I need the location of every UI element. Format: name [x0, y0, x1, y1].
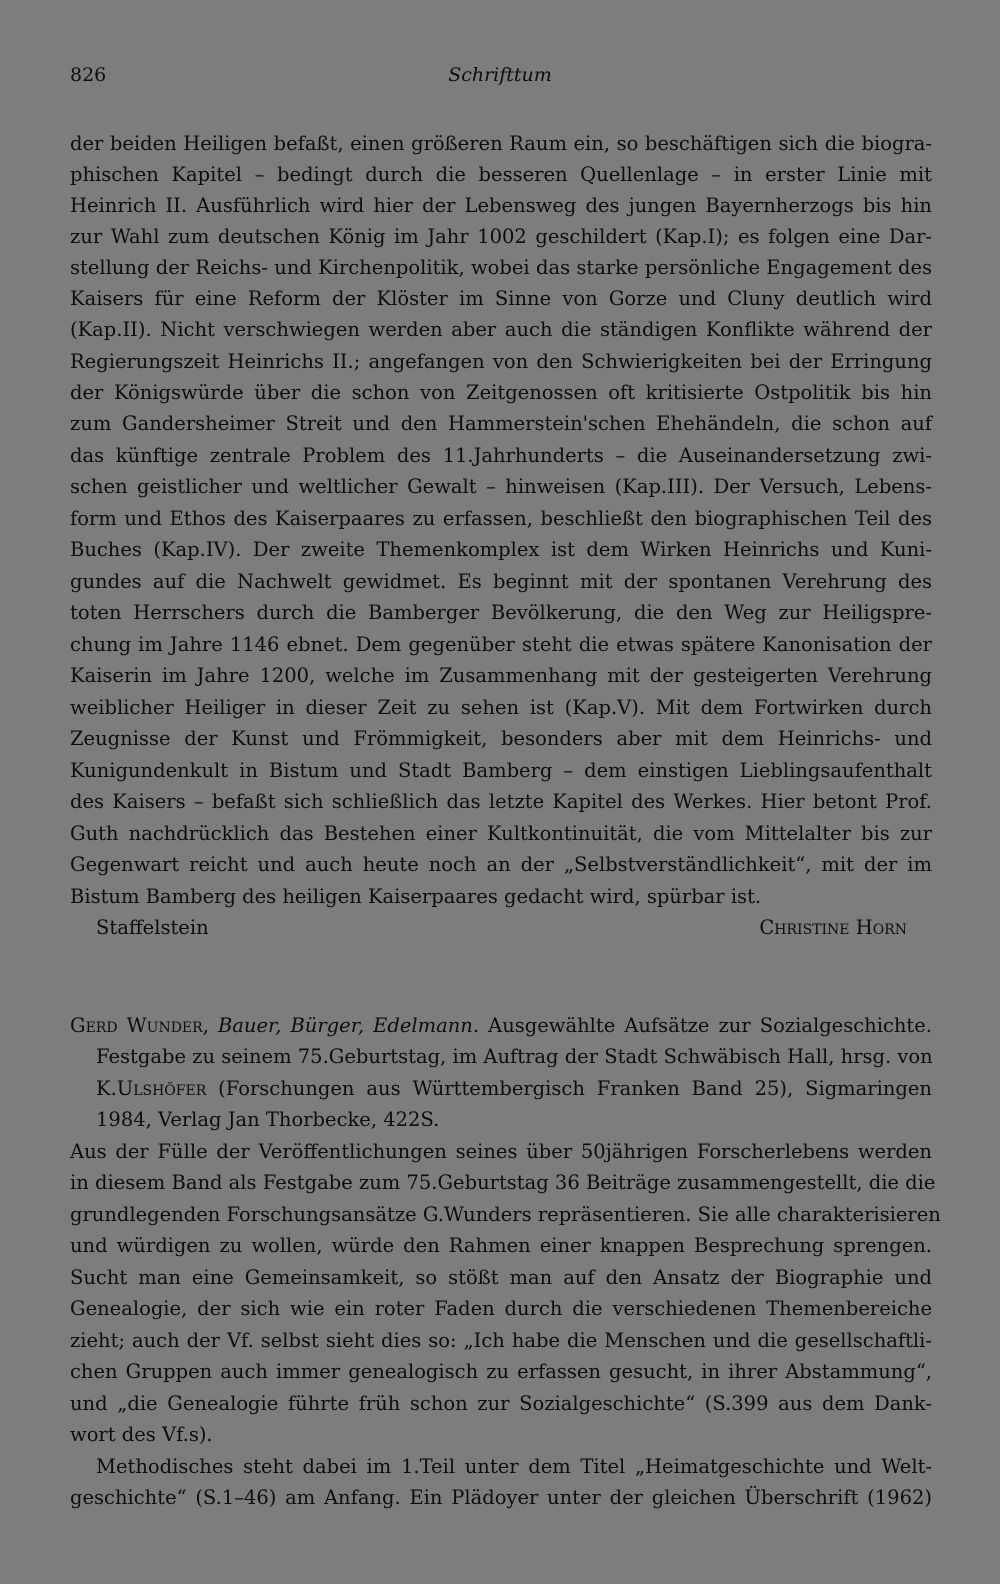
text-line: (Kap.II). Nicht verschwiegen werden aber auch die ständigen Konflikte während der [70, 318, 932, 341]
text-line: schen geistlicher und weltlicher Gewalt – hinweisen (Kap.III). Der Versuch, Lebens- [70, 475, 932, 498]
citation-line: 1984, Verlag Jan Thorbecke, 422S. [96, 1108, 440, 1131]
text-line: und „die Genealogie führte früh schon zur Sozialgeschichte“ (S.399 aus dem Dank- [70, 1392, 932, 1415]
reviewer-name: Christine Horn [759, 916, 907, 939]
text-line: Guth nachdrücklich das Bestehen einer Kultkontinuität, die vom Mittelalter bis zur [70, 822, 932, 845]
text-line: Kaisers für eine Reform der Klöster im Sinne von Gorze und Cluny deutlich wird [70, 287, 932, 310]
text-line: der Königswürde über die schon von Zeitgenossen oft kritisierte Ostpolitik bis hin [70, 381, 932, 404]
text-line: zum Gandersheimer Streit und den Hammerstein'schen Ehehändeln, die schon auf [70, 412, 932, 435]
text-line: Aus der Fülle der Veröffentlichungen seines über 50jährigen Forscherlebens werden [70, 1140, 932, 1163]
text-line: in diesem Band als Festgabe zum 75.Geburtstag 36 Beiträge zusammengestellt, die die [70, 1171, 936, 1194]
text-line: das künftige zentrale Problem des 11.Jahrhunderts – die Auseinandersetzung zwi- [70, 444, 932, 467]
text-line: zur Wahl zum deutschen König im Jahr 1002 geschildert (Kap.I); es folgen eine Dar- [70, 225, 932, 248]
page-header [70, 64, 930, 94]
text-line: Genealogie, der sich wie ein roter Faden durch die verschiedenen Themenbereiche [70, 1297, 932, 1320]
book-author: Gerd Wunder [70, 1014, 203, 1037]
text-line: chen Gruppen auch immer genealogisch zu erfassen gesucht, in ihrer Abstammung“, [70, 1360, 932, 1383]
text-line: toten Herrschers durch die Bamberger Bevölkerung, die den Weg zur Heiligspre- [70, 601, 932, 624]
text-line: des Kaisers – befaßt sich schließlich das letzte Kapitel des Werkes. Hier betont Prof. [70, 790, 932, 813]
text-line: Regierungszeit Heinrichs II.; angefangen von den Schwierigkeiten bei der Erringung [70, 350, 932, 373]
text-line: Sucht man eine Gemeinsamkeit, so stößt man auf den Ansatz der Biographie und [70, 1266, 932, 1289]
text-line: zieht; auch der Vf. selbst sieht dies so: „Ich habe die Menschen und die gesellschaftli- [70, 1329, 932, 1352]
text-line: und würdigen zu wollen, würde den Rahmen einer knappen Besprechung sprengen. [70, 1234, 932, 1257]
page-number: 826 [70, 64, 107, 86]
text-line: Kunigundenkult in Bistum und Stadt Bamberg – dem einstigen Lieblingsaufenthalt [70, 759, 932, 782]
book-subtitle: Ausgewählte Aufsätze zur Sozialgeschichte. [488, 1014, 932, 1037]
book-editor: K.Ulshöfer [96, 1077, 207, 1100]
text-line: Heinrich II. Ausführlich wird hier der Lebensweg des jungen Bayernherzogs bis hin [70, 194, 932, 217]
text-line: wort des Vf.s). [70, 1423, 213, 1446]
text-line: stellung der Reichs- und Kirchenpolitik, wobei das starke persönliche Engagement des [70, 256, 932, 279]
text-line: Buches (Kap.IV). Der zweite Themenkomplex ist dem Wirken Heinrichs und Kuni- [70, 538, 932, 561]
text-line: gundes auf die Nachwelt gewidmet. Es beginnt mit der spontanen Verehrung des [70, 570, 932, 593]
text-line: grundlegenden Forschungsansätze G.Wunders repräsentieren. Sie alle charakterisieren [70, 1203, 941, 1226]
book-title: Bauer, Bürger, Edelmann. [217, 1014, 480, 1037]
text-line: Zeugnisse der Kunst und Frömmigkeit, besonders aber mit dem Heinrichs- und [70, 727, 932, 750]
text-line: der beiden Heiligen befaßt, einen größeren Raum ein, so beschäftigen sich die biogra- [70, 132, 932, 155]
text-line: Methodisches steht dabei im 1.Teil unter dem Titel „Heimatgeschichte und Welt- [96, 1455, 932, 1478]
text-line: Bistum Bamberg des heiligen Kaiserpaares gedacht wird, spürbar ist. [70, 885, 762, 908]
text-line: phischen Kapitel – bedingt durch die besseren Quellenlage – in erster Linie mit [70, 163, 932, 186]
text-line: Kaiserin im Jahre 1200, welche im Zusammenhang mit der gesteigerten Verehrung [70, 664, 932, 687]
citation-line [96, 1074, 932, 1104]
citation-line: Festgabe zu seinem 75.Geburtstag, im Auftrag der Stadt Schwäbisch Hall, hrsg. von [96, 1045, 933, 1068]
text-line: form und Ethos des Kaiserpaares zu erfassen, beschließt den biographischen Teil des [70, 507, 932, 530]
review-place: Staffelstein [96, 916, 209, 939]
text-line: Gegenwart reicht und auch heute noch an der „Selbstverständlichkeit“, mit der im [70, 853, 932, 876]
running-title: Schrifttum [448, 64, 552, 86]
citation-line: Gerd Wunder, Bauer, Bürger, Edelmann. Ausgewählte Aufsätze zur Sozialgeschichte. [70, 1014, 932, 1037]
text-line: weiblicher Heiliger in dieser Zeit zu sehen ist (Kap.V). Mit dem Fortwirken durch [70, 696, 932, 719]
citation-series: (Forschungen aus Württembergisch Franken Band 25), Sigmaringen [218, 1077, 932, 1100]
text-line: chung im Jahre 1146 ebnet. Dem gegenüber steht die etwas spätere Kanonisation der [70, 633, 932, 656]
text-line: geschichte“ (S.1–46) am Anfang. Ein Plädoyer unter der gleichen Überschrift (1962) [70, 1486, 932, 1509]
